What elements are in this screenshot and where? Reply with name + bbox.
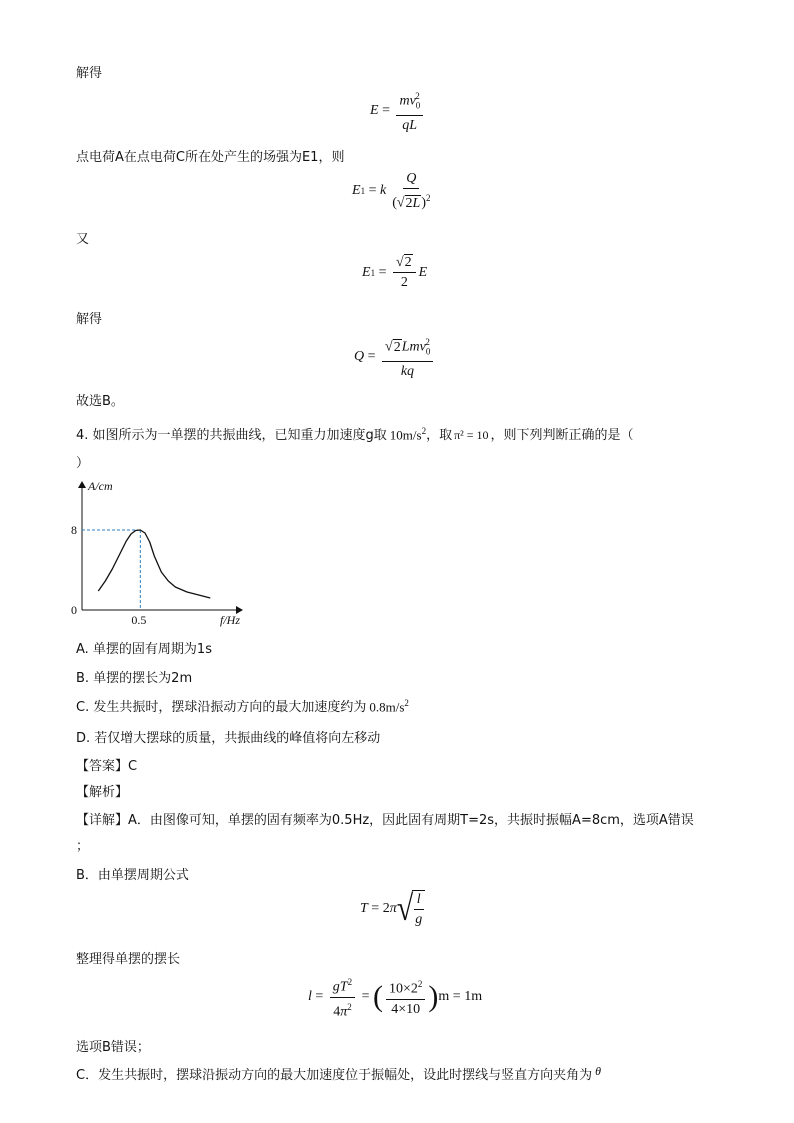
y-tick-label: 8	[71, 523, 77, 537]
y-axis-label: A/cm	[88, 479, 113, 493]
origin-label: 0	[71, 603, 77, 617]
x-axis-label: f/Hz	[220, 613, 241, 627]
question-4-stem	[76, 424, 634, 443]
detail-a: 【详解】A．由图像可知，单摆的固有频率为0.5Hz，因此固有周期T=2s，共振时振幅A=8cm，选项A错误	[76, 813, 694, 828]
detail-b: B．由单摆周期公式	[76, 868, 189, 883]
question-4-text-a: 4. 如图所示为一单摆的共振曲线，已知重力加速度g取	[76, 428, 387, 443]
pi-value: π² = 10	[454, 428, 489, 442]
text-jiede-2: 解得	[76, 312, 103, 327]
resonance-curve	[98, 530, 210, 598]
detail-c	[76, 1064, 601, 1083]
option-d: D. 若仅增大摆球的质量，共振曲线的峰值将向左移动	[76, 731, 381, 746]
question-4-text-c: ，则下列判断正确的是（	[490, 428, 634, 443]
theta-symbol: θ	[595, 1064, 601, 1078]
detail-a-tail: ；	[76, 839, 90, 854]
question-4-close: ）	[76, 456, 90, 471]
text-arrange: 整理得单摆的摆长	[76, 952, 181, 967]
text-field-e1: 点电荷A在点电荷C所在处产生的场强为E1，则	[76, 150, 345, 165]
equation-length: l = $\frac{gT^2}{4\pi^2}$ = ( $\frac{10\times 2^2}{4\times 10}$ ) m = 1m	[308, 974, 482, 1020]
option-b: B. 单摆的摆长为2m	[76, 671, 193, 686]
analysis-label: 【解析】	[76, 785, 129, 800]
equation-q: Q = $\frac{√2Lmv_0^2}{kq}$	[354, 334, 436, 380]
resonance-curve-chart	[70, 476, 260, 631]
x-tick-label: 0.5	[131, 613, 147, 627]
text-choose-b: 故选B。	[76, 394, 124, 409]
option-a: A. 单摆的固有周期为1s	[76, 642, 212, 657]
answer-label: 【答案】C	[76, 759, 138, 774]
text-b-wrong: 选项B错误；	[76, 1040, 150, 1055]
equation-e1: E 1 = k $\frac{Q}{(√2L)^2}$	[352, 171, 431, 211]
equation-period: T = 2 π √ $\frac{l}{g}$	[360, 890, 428, 928]
text-you: 又	[76, 232, 90, 247]
equation-e: E = $\frac{mv_0^2}{qL}$	[370, 88, 426, 134]
question-4-text-b: ，取	[426, 428, 453, 443]
option-c-value: $0.8m/s^2$	[369, 697, 409, 714]
equation-e1-e: E 1 = $\frac{√2}{2}$ E	[362, 255, 428, 290]
g-value: $10m/s^2$	[389, 425, 427, 442]
text-jiede-1: 解得	[76, 66, 103, 81]
detail-c-text: C．发生共振时，摆球沿振动方向的最大加速度位于振幅处，设此时摆线与竖直方向夹角为	[76, 1068, 593, 1083]
option-c-text: C. 发生共振时，摆球沿振动方向的最大加速度约为	[76, 700, 367, 715]
option-c	[76, 696, 409, 715]
